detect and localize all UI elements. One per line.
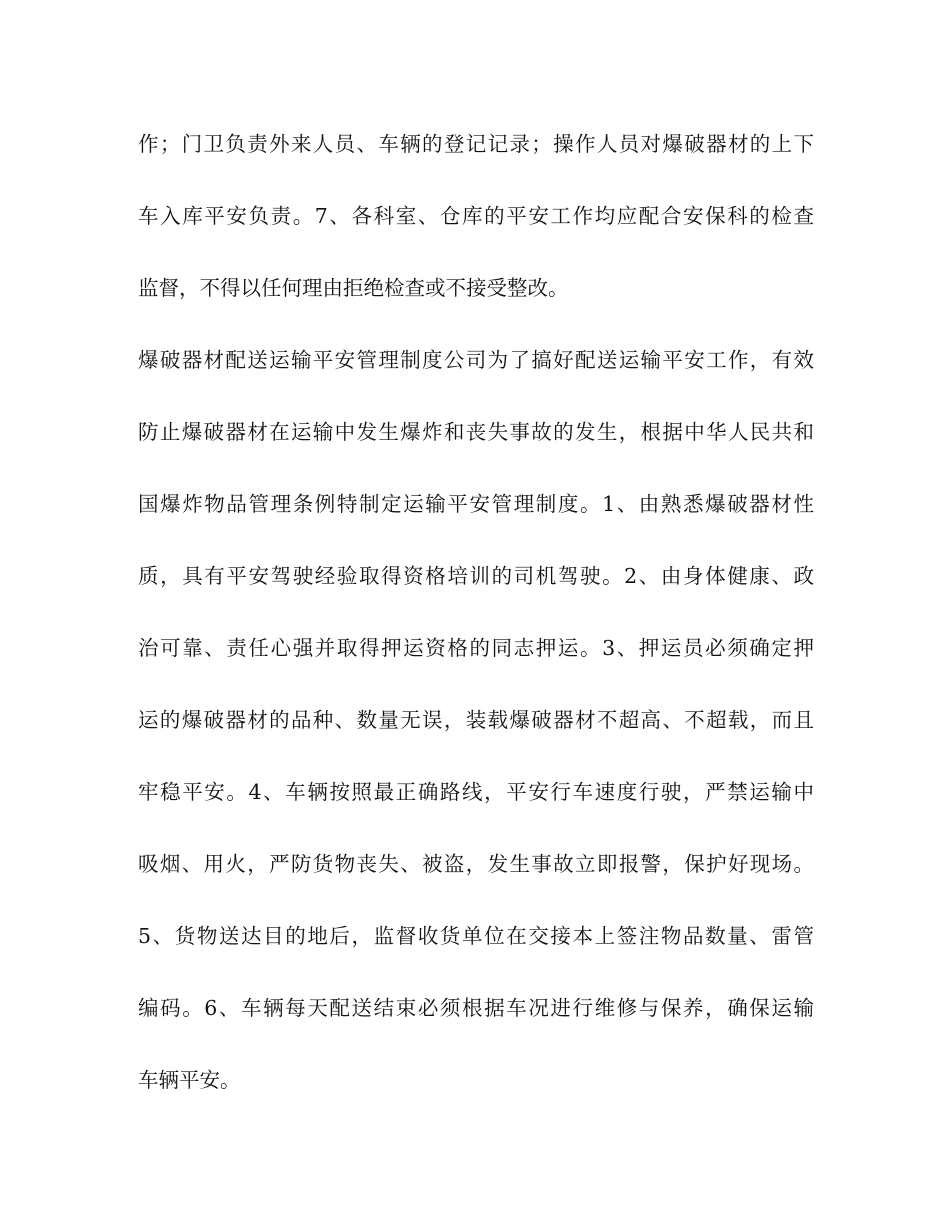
paragraph-line: 5、货物送达目的地后，监督收货单位在交接本上签注物品数量、雷管 <box>138 924 814 948</box>
paragraph-line: 治可靠、责任心强并取得押运资格的同志押运。3、押运员必须确定押 <box>138 636 814 660</box>
paragraph-line: 牢稳平安。4、车辆按照最正确路线，平安行车速度行驶，严禁运输中 <box>138 780 814 804</box>
paragraph-line: 国爆炸物品管理条例特制定运输平安管理制度。1、由熟悉爆破器材性 <box>138 492 814 516</box>
paragraph-line: 编码。6、车辆每天配送结束必须根据车况进行维修与保养，确保运输 <box>138 996 814 1020</box>
paragraph-line: 吸烟、用火，严防货物丧失、被盗，发生事故立即报警，保护好现场。 <box>138 852 814 876</box>
paragraph-line: 车入库平安负责。7、各科室、仓库的平安工作均应配合安保科的检查 <box>138 204 814 228</box>
paragraph-line: 运的爆破器材的品种、数量无误，装载爆破器材不超高、不超载，而且 <box>138 708 814 732</box>
paragraph-line: 防止爆破器材在运输中发生爆炸和丧失事故的发生，根据中华人民共和 <box>138 420 814 444</box>
paragraph-line: 车辆平安。 <box>138 1068 241 1092</box>
paragraph-2 <box>138 336 814 1104</box>
paragraph-line: 作；门卫负责外来人员、车辆的登记记录；操作人员对爆破器材的上下 <box>138 132 814 156</box>
paragraph-line: 爆破器材配送运输平安管理制度公司为了搞好配送运输平安工作，有效 <box>138 348 814 372</box>
document-body <box>138 120 814 1128</box>
paragraph-1 <box>138 120 814 312</box>
paragraph-line: 监督，不得以任何理由拒绝检查或不接受整改。 <box>138 276 569 300</box>
paragraph-line: 质，具有平安驾驶经验取得资格培训的司机驾驶。2、由身体健康、政 <box>138 564 814 588</box>
